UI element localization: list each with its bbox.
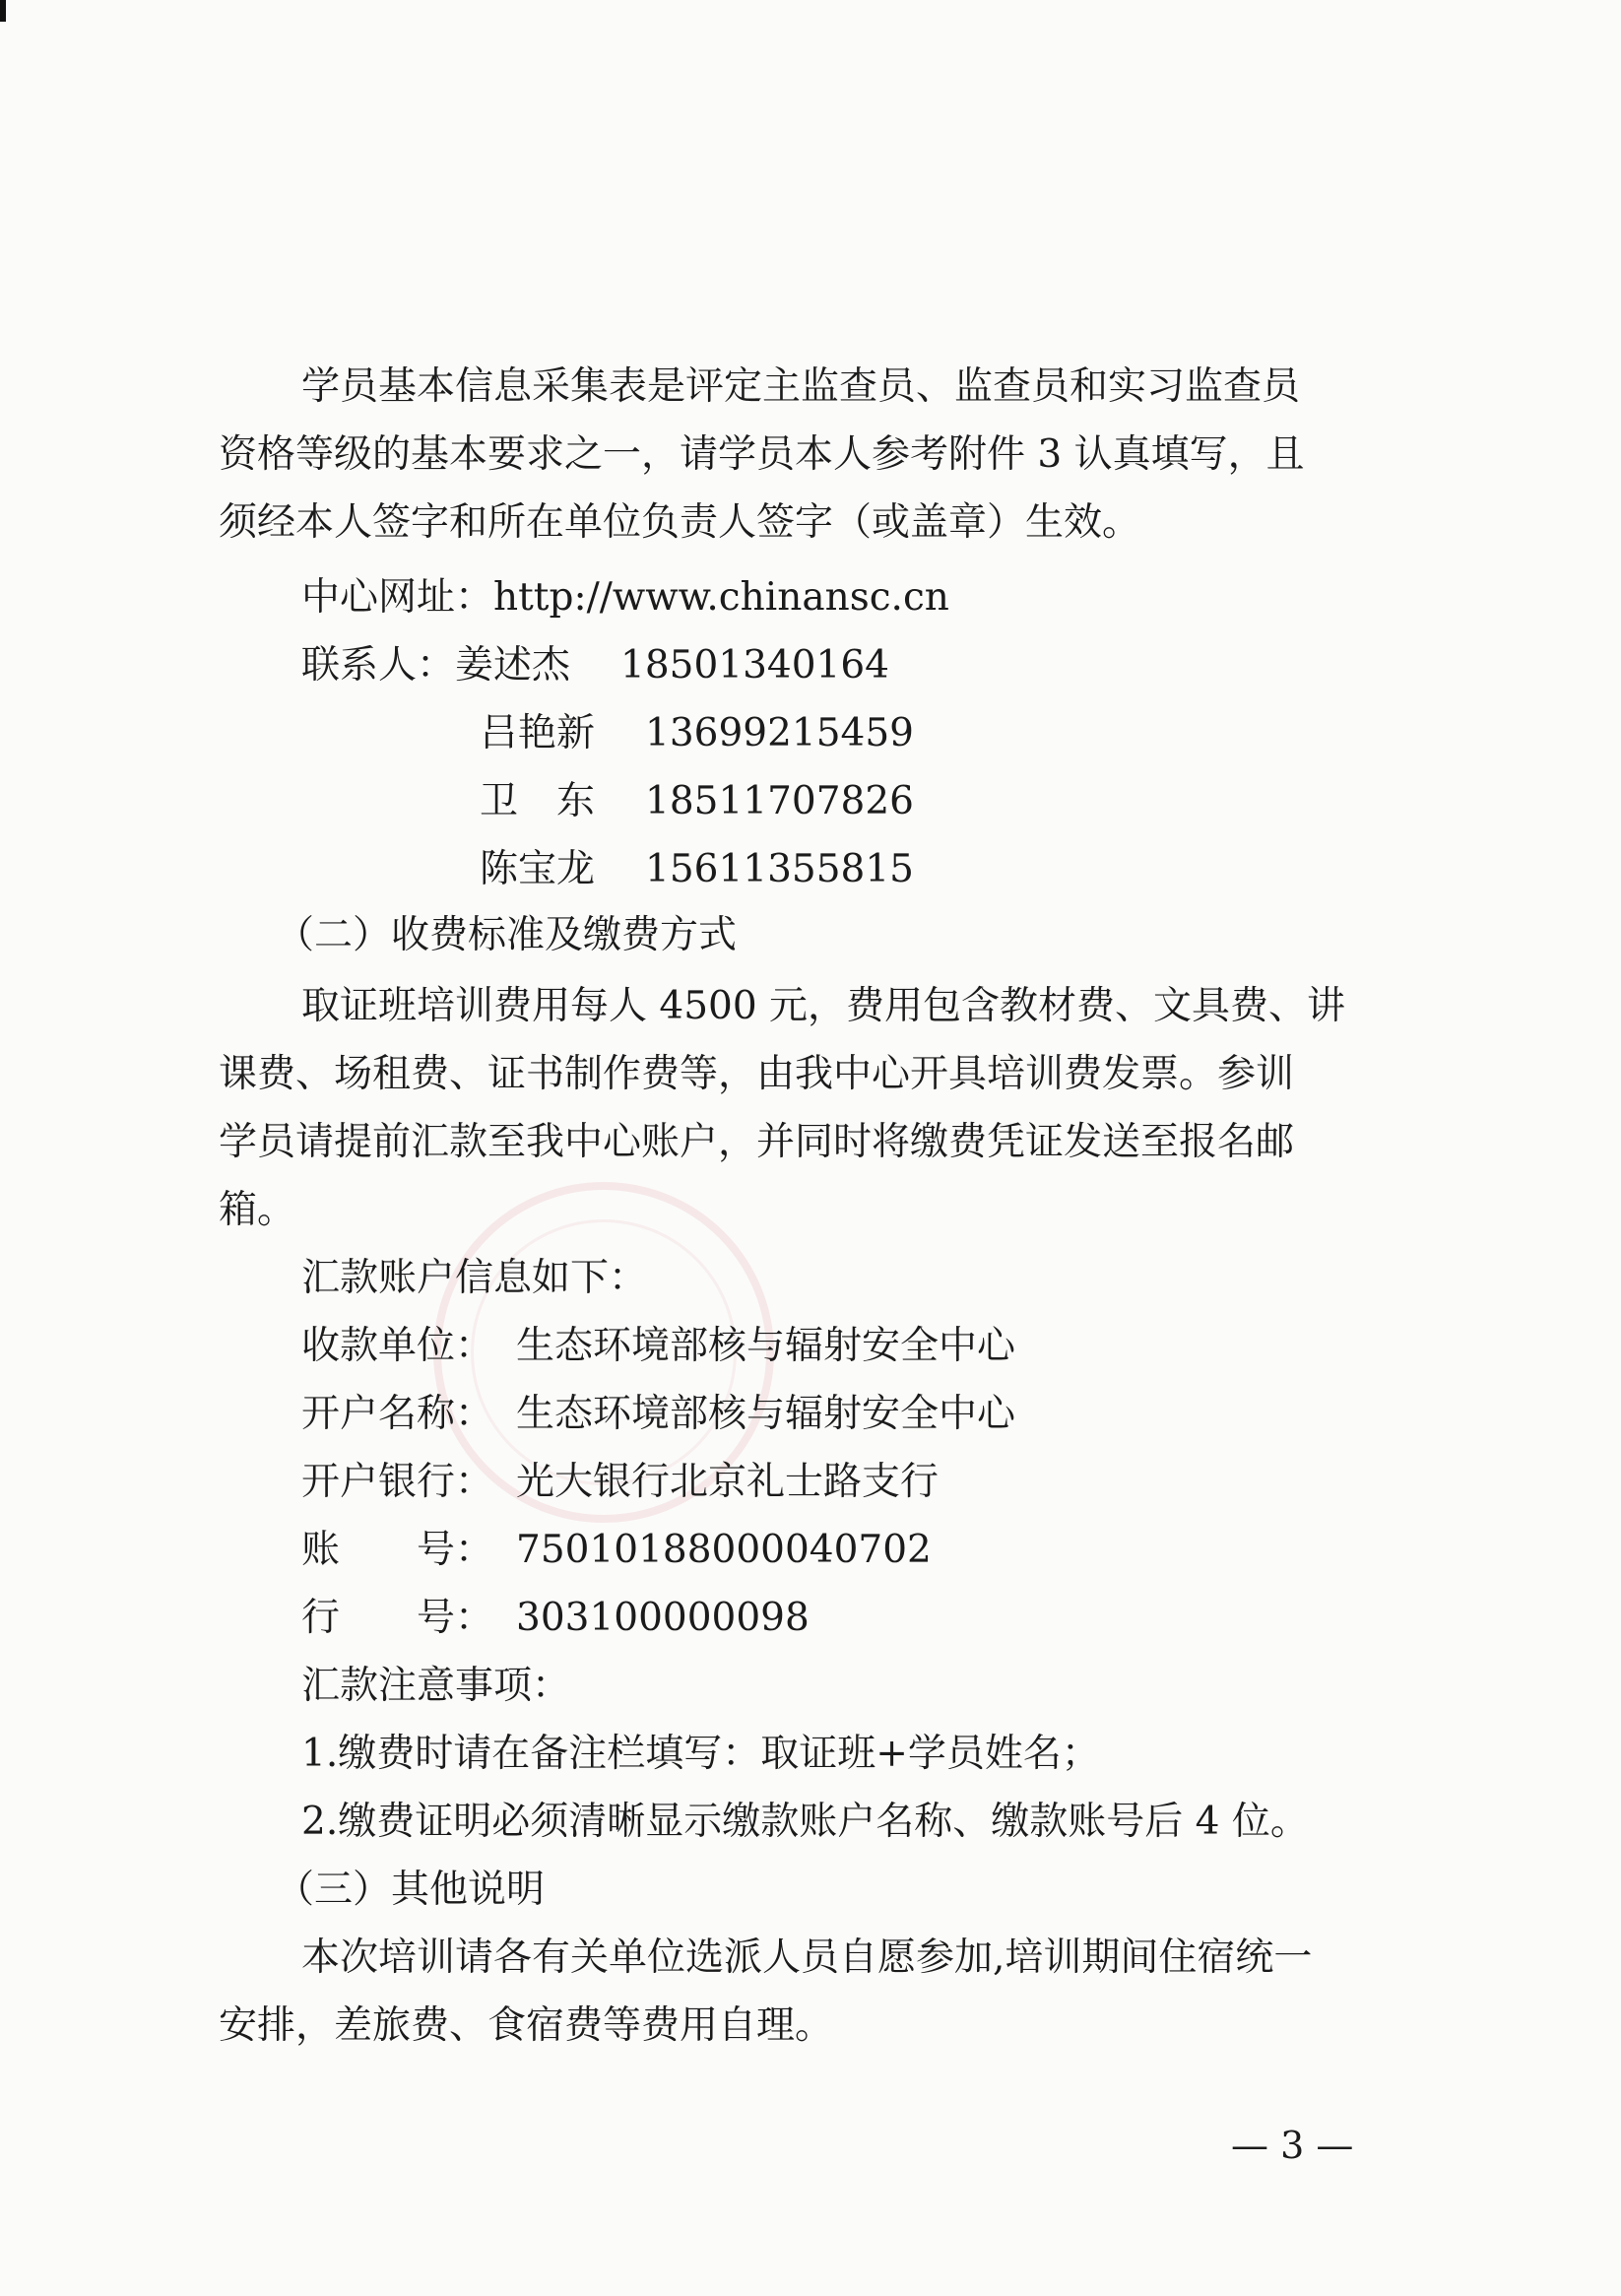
paragraph-line: 学员基本信息采集表是评定主监查员、监查员和实习监查员 xyxy=(301,364,1301,409)
contact-phone: 18501340164 xyxy=(620,643,889,688)
website-label: 中心网址： xyxy=(301,575,494,620)
note-item: 2.缴费证明必须清晰显示缴款账户名称、缴款账号后 4 位。 xyxy=(301,1800,1309,1844)
paragraph-line: 学员请提前汇款至我中心账户，并同时将缴费凭证发送至报名邮 xyxy=(219,1120,1295,1164)
paragraph-line: 取证班培训费用每人 4500 元，费用包含教材费、文具费、讲 xyxy=(301,984,1346,1028)
paragraph-line: 资格等级的基本要求之一，请学员本人参考附件 3 认真填写，且 xyxy=(219,432,1305,477)
account-field-value: 75010188000040702 xyxy=(516,1528,932,1572)
contacts-label: 联系人： xyxy=(301,643,456,688)
account-field-label: 收款单位： xyxy=(301,1324,494,1368)
contact-line xyxy=(301,640,889,691)
contact-name: 吕艳新 xyxy=(480,711,596,755)
paragraph-line: 须经本人签字和所在单位负责人签字（或盖章）生效。 xyxy=(219,500,1141,545)
section-heading: （三）其他说明 xyxy=(276,1868,546,1912)
note-item: 1.缴费时请在备注栏填写：取证班+学员姓名； xyxy=(301,1732,1100,1776)
account-field-label: 账 号： xyxy=(301,1528,494,1572)
contact-line xyxy=(480,844,914,895)
contact-name: 陈宝龙 xyxy=(480,847,596,891)
contact-line xyxy=(480,776,914,827)
contact-phone: 13699215459 xyxy=(645,711,914,755)
account-field-value: 303100000098 xyxy=(516,1596,810,1640)
section-heading: （二）收费标准及缴费方式 xyxy=(276,913,738,957)
paragraph-line: 本次培训请各有关单位选派人员自愿参加,培训期间住宿统一 xyxy=(301,1935,1313,1980)
account-field-label: 开户名称： xyxy=(301,1392,494,1436)
contact-name: 姜述杰 xyxy=(455,643,571,688)
page-number: — 3 — xyxy=(1231,2124,1354,2167)
account-intro: 汇款账户信息如下： xyxy=(301,1256,648,1300)
account-field xyxy=(301,1321,1015,1372)
account-field xyxy=(301,1389,1015,1440)
account-field-value: 生态环境部核与辐射安全中心 xyxy=(516,1392,1016,1436)
paragraph-line: 课费、场租费、证书制作费等，由我中心开具培训费发票。参训 xyxy=(219,1052,1295,1096)
account-field xyxy=(301,1593,810,1644)
contact-phone: 18511707826 xyxy=(645,779,914,823)
account-field-label: 行 号： xyxy=(301,1596,494,1640)
account-field xyxy=(301,1525,932,1576)
paragraph-line: 安排，差旅费、食宿费等费用自理。 xyxy=(219,2003,834,2048)
account-field-value: 光大银行北京礼士路支行 xyxy=(516,1460,940,1504)
contact-phone: 15611355815 xyxy=(645,847,914,891)
website-url[interactable]: http://www.chinansc.cn xyxy=(493,575,949,620)
contact-name: 卫 东 xyxy=(480,779,596,823)
scan-corner-mark xyxy=(0,0,6,22)
contact-line xyxy=(480,708,914,759)
account-field xyxy=(301,1457,939,1508)
account-field-value: 生态环境部核与辐射安全中心 xyxy=(516,1324,1016,1368)
notes-heading: 汇款注意事项： xyxy=(301,1664,571,1708)
account-field-label: 开户银行： xyxy=(301,1460,494,1504)
website-line xyxy=(301,572,949,623)
paragraph-line: 箱。 xyxy=(219,1188,296,1232)
